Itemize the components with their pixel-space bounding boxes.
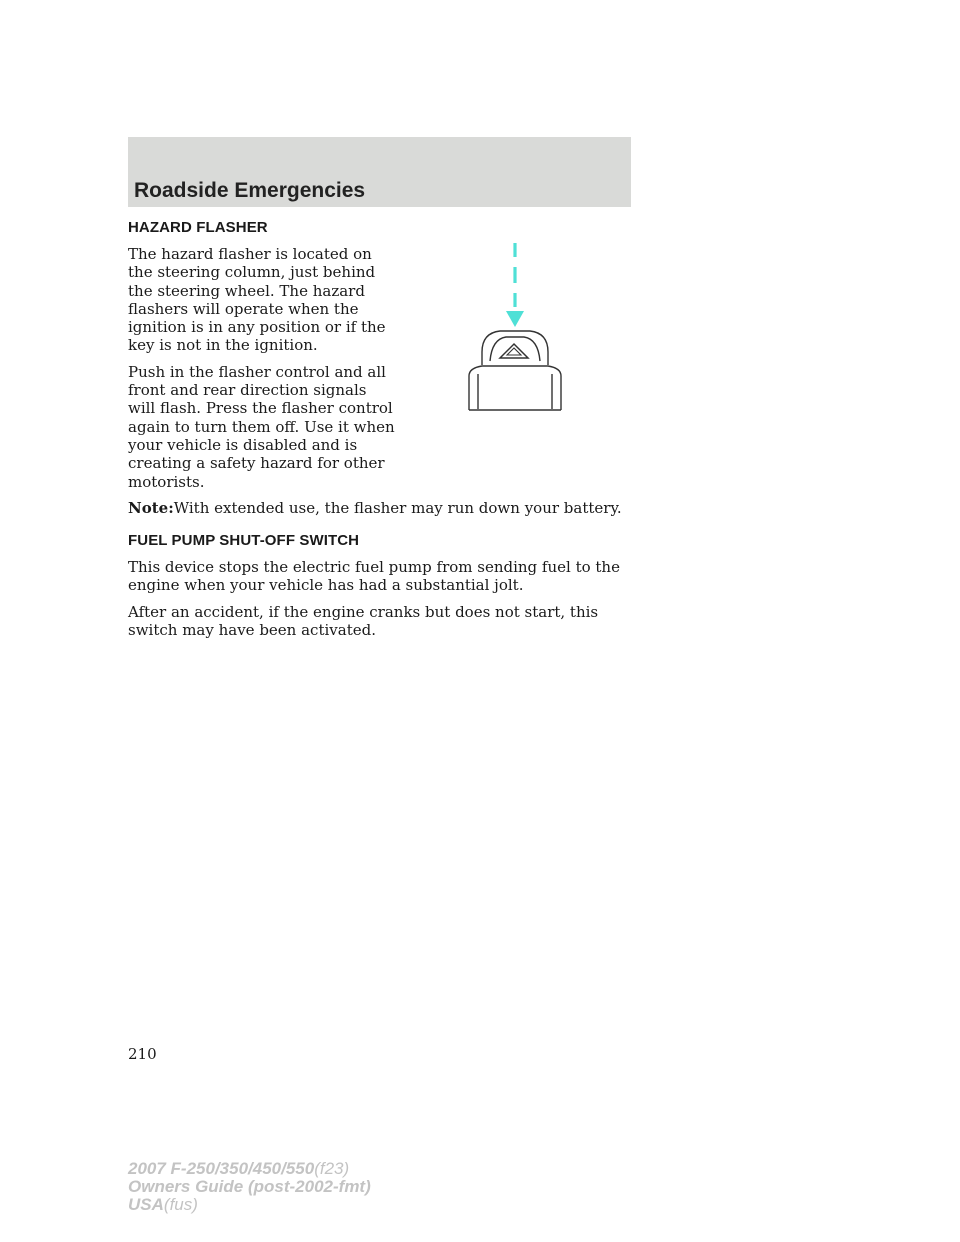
note-text: With extended use, the flasher may run down your battery.	[173, 498, 622, 517]
section-title: Roadside Emergencies	[134, 179, 366, 202]
footer-line-model	[128, 1160, 371, 1178]
footer-guide: Owners Guide (post-2002-fmt)	[128, 1177, 371, 1196]
fuel-paragraph-accident: After an accident, if the engine cranks but does not start, this switch may have been activated.	[128, 602, 599, 640]
section-header	[128, 137, 631, 207]
hazard-flasher-heading: HAZARD FLASHER	[128, 219, 268, 236]
hazard-paragraph-location: The hazard flasher is located on the steering column, just behind the steering wheel. The hazard flashers will operate when the ignition is in any position or if the key is not in the ignition.	[128, 245, 386, 355]
document-footer	[128, 1160, 371, 1214]
hazard-paragraph-operation: Push in the flasher control and all front and rear direction signals will flash. Press the flasher control again to turn them off. Use it when your vehicle is disabled and is creating a safety hazard for other motorists.	[128, 362, 395, 491]
footer-model-code: (f23)	[314, 1159, 350, 1178]
fuel-pump-heading: FUEL PUMP SHUT-OFF SWITCH	[128, 532, 360, 550]
footer-line-guide	[128, 1178, 371, 1196]
footer-line-market	[128, 1196, 371, 1214]
note-label: Note:	[128, 498, 174, 517]
footer-market: USA	[128, 1195, 164, 1214]
page-content	[128, 219, 633, 647]
hazard-note	[128, 499, 633, 517]
fuel-paragraph-device: This device stops the electric fuel pump from sending fuel to the engine when your vehicle has had a substantial jolt.	[128, 558, 620, 595]
footer-market-code: (fus)	[163, 1195, 198, 1214]
footer-model: 2007 F-250/350/450/550	[128, 1159, 315, 1178]
page-number: 210	[128, 1045, 157, 1063]
